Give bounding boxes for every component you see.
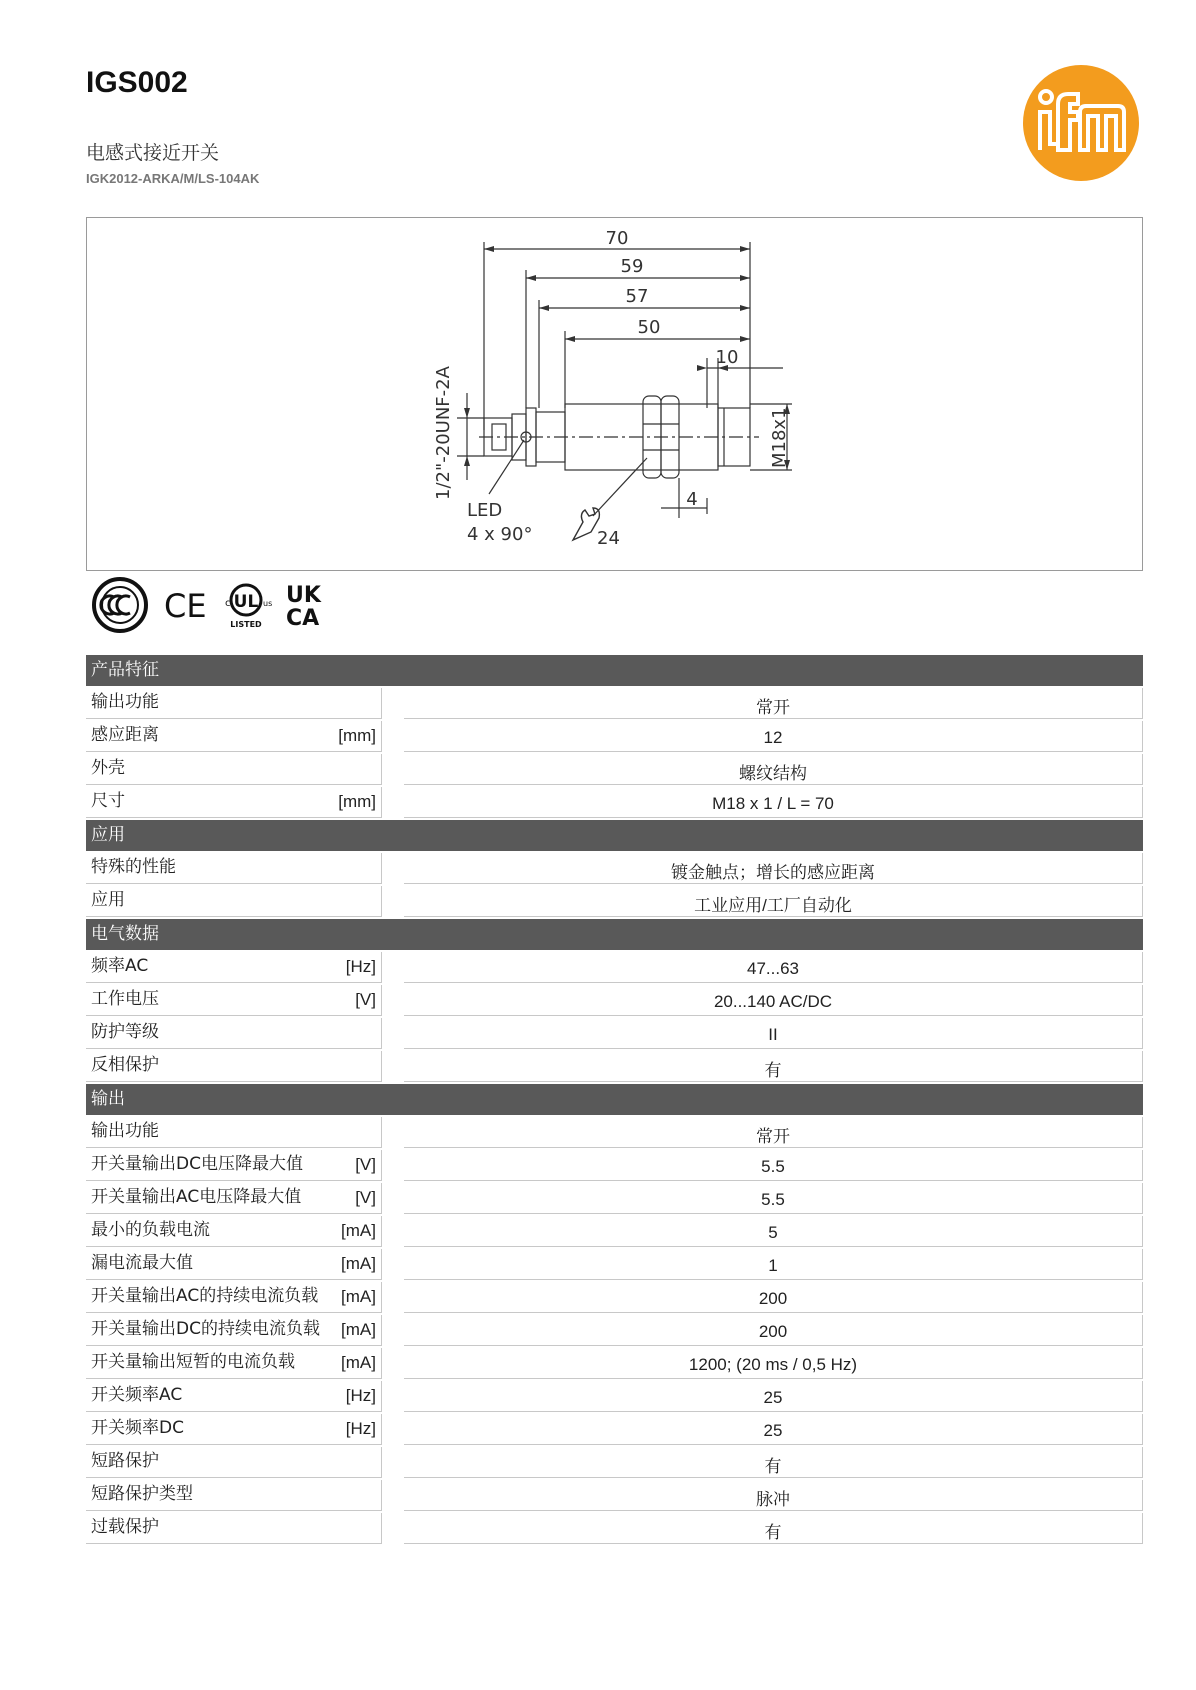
- spec-label: 频率AC: [91, 956, 149, 976]
- spec-value: 1200; (20 ms / 0,5 Hz): [404, 1348, 1143, 1379]
- spec-value: 有: [404, 1447, 1143, 1478]
- section-header: 产品特征: [86, 655, 1143, 686]
- certification-marks: [92, 577, 332, 633]
- spec-value: 1: [404, 1249, 1143, 1280]
- spec-unit: [V]: [355, 1188, 376, 1207]
- spec-unit: [mA]: [341, 1254, 376, 1273]
- spec-row: [86, 688, 1143, 719]
- spec-label-cell: [86, 721, 382, 752]
- spec-label-cell: [86, 1282, 382, 1313]
- spec-label-cell: [86, 886, 382, 917]
- spec-unit: [368, 890, 376, 911]
- spec-value: 200: [404, 1315, 1143, 1346]
- spec-label-cell: [86, 1216, 382, 1247]
- spec-value: 5.5: [404, 1150, 1143, 1181]
- product-code: IGK2012-ARKA/M/LS-104AK: [86, 171, 260, 186]
- spec-label: 开关量输出AC的持续电流负载: [91, 1286, 319, 1306]
- spec-label-cell: [86, 985, 382, 1016]
- dim-10: 10: [715, 347, 739, 368]
- dim-59: 59: [620, 256, 644, 277]
- ul-c-label: c: [225, 598, 231, 609]
- thread-label: 1/2"-20UNF-2A: [433, 366, 454, 500]
- spec-label: 开关量输出短暂的电流负载: [91, 1352, 295, 1372]
- ce-mark: CE: [164, 587, 207, 625]
- spec-label: 输出功能: [91, 1121, 159, 1141]
- spec-section: [86, 820, 1143, 917]
- ul-us-label: us: [263, 599, 273, 608]
- spec-label-cell: [86, 1183, 382, 1214]
- spec-unit: [368, 1484, 376, 1505]
- ukca-mark-top: UK: [286, 583, 321, 608]
- spec-value: 12: [404, 721, 1143, 752]
- spec-label: 应用: [91, 890, 125, 910]
- spec-unit: [368, 857, 376, 878]
- spec-unit: [368, 1517, 376, 1538]
- spec-unit: [368, 1121, 376, 1142]
- spec-value: 25: [404, 1381, 1143, 1412]
- dim-50: 50: [637, 317, 661, 338]
- ifm-logo: [1022, 64, 1140, 182]
- spec-label-cell: [86, 853, 382, 884]
- spec-unit: [Hz]: [345, 1386, 376, 1405]
- spec-unit: [368, 692, 376, 713]
- spec-row: [86, 1249, 1143, 1280]
- spec-label-cell: [86, 754, 382, 785]
- spec-value: 25: [404, 1414, 1143, 1445]
- spec-label-cell: [86, 1018, 382, 1049]
- spec-label: 短路保护: [91, 1451, 159, 1471]
- spec-label-cell: [86, 1117, 382, 1148]
- spec-value: 200: [404, 1282, 1143, 1313]
- spec-label: 短路保护类型: [91, 1484, 193, 1504]
- spec-value: 镀金触点；增长的感应距离: [404, 853, 1143, 884]
- spec-value: 20...140 AC/DC: [404, 985, 1143, 1016]
- spec-row: [86, 1513, 1143, 1544]
- spec-label: 尺寸: [91, 791, 125, 811]
- spec-label: 防护等级: [91, 1022, 159, 1042]
- spec-label-cell: [86, 1249, 382, 1280]
- spec-row: [86, 1216, 1143, 1247]
- spec-unit: [368, 1055, 376, 1076]
- spec-value: 47...63: [404, 952, 1143, 983]
- spec-label-cell: [86, 1150, 382, 1181]
- ukca-mark-bottom: CA: [286, 606, 320, 631]
- spec-value: 常开: [404, 688, 1143, 719]
- spec-row: [86, 1480, 1143, 1511]
- spec-unit: [mA]: [341, 1320, 376, 1339]
- spec-row: [86, 787, 1143, 818]
- spec-label: 过载保护: [91, 1517, 159, 1537]
- spec-label-cell: [86, 1348, 382, 1379]
- section-header: 应用: [86, 820, 1143, 851]
- spec-unit: [mA]: [341, 1221, 376, 1240]
- spec-unit: [V]: [355, 1155, 376, 1174]
- spec-unit: [mm]: [338, 792, 376, 811]
- spec-value: 5: [404, 1216, 1143, 1247]
- spec-value: 有: [404, 1513, 1143, 1544]
- dim-70: 70: [605, 228, 629, 249]
- spec-unit: [368, 1451, 376, 1472]
- spec-label-cell: [86, 787, 382, 818]
- spec-unit: [V]: [355, 990, 376, 1009]
- dim-24: 24: [597, 528, 620, 549]
- spec-label: 感应距离: [91, 725, 159, 745]
- spec-row: [86, 1018, 1143, 1049]
- spec-label: 开关量输出DC的持续电流负载: [91, 1319, 320, 1339]
- spec-row: [86, 985, 1143, 1016]
- spec-row: [86, 1117, 1143, 1148]
- ul-listed-icon: [225, 585, 272, 629]
- spec-label: 最小的负载电流: [91, 1220, 210, 1240]
- spec-label-cell: [86, 1051, 382, 1082]
- spec-label-cell: [86, 1414, 382, 1445]
- spec-label: 开关量输出AC电压降最大值: [91, 1187, 302, 1207]
- spec-label: 开关频率DC: [91, 1418, 184, 1438]
- spec-label-cell: [86, 1513, 382, 1544]
- led-label: LED: [467, 500, 503, 521]
- spec-label-cell: [86, 952, 382, 983]
- spec-label: 工作电压: [91, 989, 159, 1009]
- spec-row: [86, 754, 1143, 785]
- dim-57: 57: [625, 286, 649, 307]
- spec-unit: [Hz]: [345, 957, 376, 976]
- spec-row: [86, 1051, 1143, 1082]
- spec-unit: [368, 1022, 376, 1043]
- spec-row: [86, 1447, 1143, 1478]
- product-subtitle: 电感式接近开关: [86, 142, 220, 164]
- spec-label: 输出功能: [91, 692, 159, 712]
- spec-row: [86, 1282, 1143, 1313]
- ul-listed-label: LISTED: [230, 620, 262, 629]
- spec-value: 工业应用/工厂自动化: [404, 886, 1143, 917]
- spec-section: [86, 655, 1143, 818]
- spec-value: 脉冲: [404, 1480, 1143, 1511]
- spec-row: [86, 1315, 1143, 1346]
- spec-row: [86, 886, 1143, 917]
- led-angle: 4 x 90°: [467, 524, 533, 545]
- spec-label: 反相保护: [91, 1055, 159, 1075]
- spec-value: 常开: [404, 1117, 1143, 1148]
- spec-label: 开关量输出DC电压降最大值: [91, 1154, 303, 1174]
- spec-row: [86, 1381, 1143, 1412]
- spec-label-cell: [86, 1480, 382, 1511]
- spec-row: [86, 1414, 1143, 1445]
- dimension-drawing: [86, 217, 1143, 571]
- spec-row: [86, 1348, 1143, 1379]
- spec-unit: [mA]: [341, 1287, 376, 1306]
- spec-label-cell: [86, 1315, 382, 1346]
- section-header: 输出: [86, 1084, 1143, 1115]
- spec-value: M18 x 1 / L = 70: [404, 787, 1143, 818]
- spec-tables: [86, 655, 1143, 1546]
- svg-text:UL: UL: [233, 592, 259, 612]
- m18-label: M18x1: [769, 407, 790, 468]
- spec-label: 开关频率AC: [91, 1385, 183, 1405]
- spec-row: [86, 1183, 1143, 1214]
- spec-row: [86, 952, 1143, 983]
- spec-value: 有: [404, 1051, 1143, 1082]
- spec-label-cell: [86, 688, 382, 719]
- spec-value: 5.5: [404, 1183, 1143, 1214]
- spec-row: [86, 1150, 1143, 1181]
- spec-label-cell: [86, 1447, 382, 1478]
- spec-unit: [368, 758, 376, 779]
- spec-label-cell: [86, 1381, 382, 1412]
- spec-section: [86, 1084, 1143, 1544]
- spec-label: 特殊的性能: [91, 857, 176, 877]
- spec-label: 漏电流最大值: [91, 1253, 193, 1273]
- section-header: 电气数据: [86, 919, 1143, 950]
- dim-4: 4: [686, 489, 698, 510]
- spec-unit: [Hz]: [345, 1419, 376, 1438]
- spec-value: 螺纹结构: [404, 754, 1143, 785]
- product-title: IGS002: [86, 66, 188, 99]
- spec-section: [86, 919, 1143, 1082]
- ccc-icon: [94, 579, 146, 631]
- spec-row: [86, 721, 1143, 752]
- spec-unit: [mA]: [341, 1353, 376, 1372]
- spec-unit: [mm]: [338, 726, 376, 745]
- spec-row: [86, 853, 1143, 884]
- spec-label: 外壳: [91, 758, 125, 778]
- spec-value: II: [404, 1018, 1143, 1049]
